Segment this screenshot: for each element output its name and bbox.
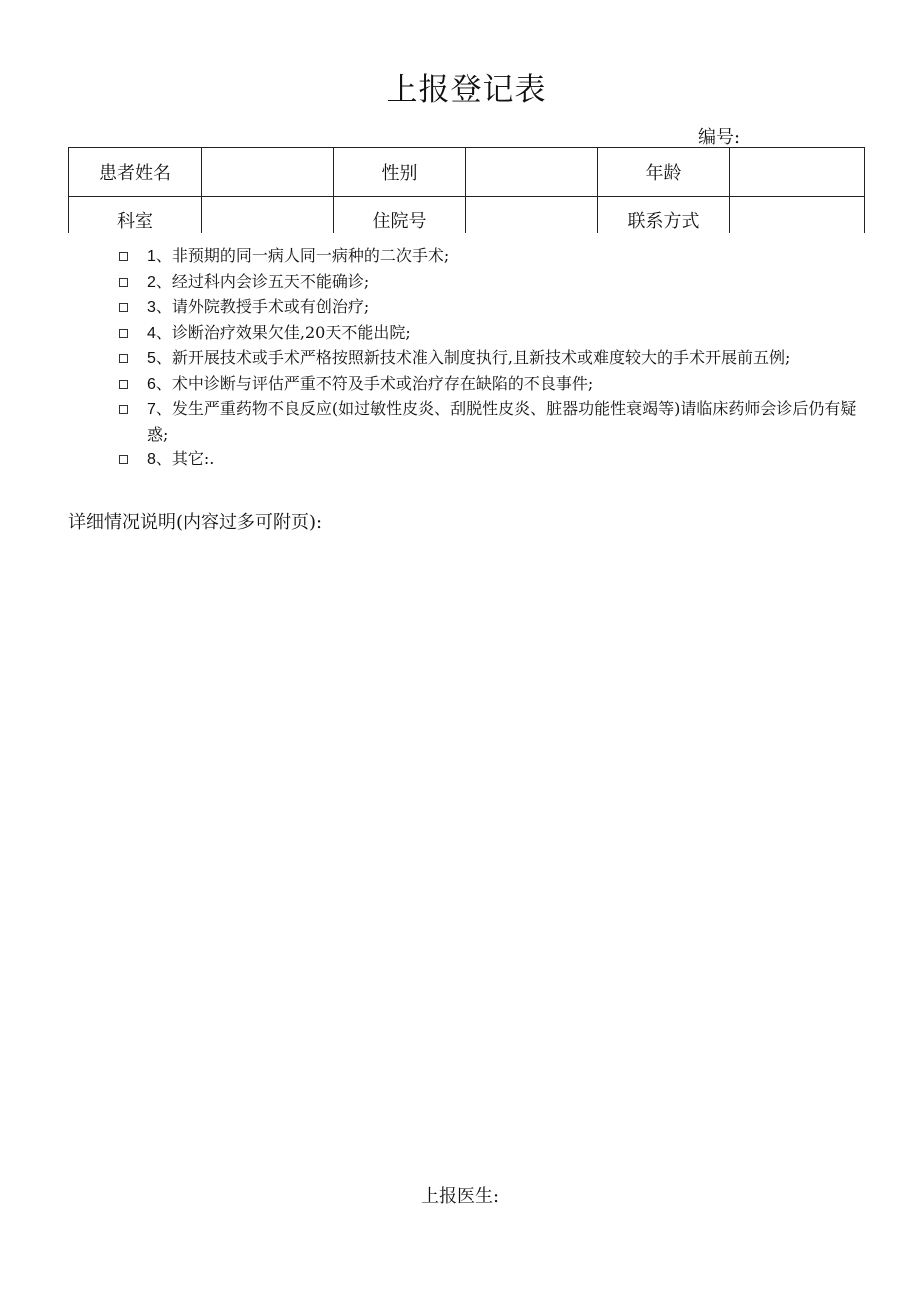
table-row — [69, 148, 865, 197]
item-number: 3 — [147, 299, 156, 316]
checkbox-6[interactable] — [119, 380, 128, 389]
list-item — [118, 447, 870, 473]
page-title: 上报登记表 — [386, 72, 547, 108]
item-number: 2 — [147, 273, 156, 291]
list-item — [118, 321, 870, 347]
checkbox-2[interactable] — [119, 278, 128, 287]
contact-field[interactable] — [730, 197, 865, 234]
checkbox-1[interactable] — [119, 252, 128, 261]
list-item — [118, 295, 870, 321]
item-text: 、新开展技术或手术严格按照新技术准入制度执行,且新技术或难度较大的手术开展前五例; — [155, 348, 791, 367]
list-item — [118, 397, 870, 447]
item-number: 1 — [147, 248, 156, 265]
gender-field[interactable] — [466, 148, 598, 197]
report-reason-checklist — [118, 244, 870, 473]
patient-info-table — [68, 147, 865, 233]
item-text: 、诊断治疗效果欠佳,20天不能出院; — [155, 322, 411, 342]
checkbox-3[interactable] — [119, 303, 128, 312]
patient-name-label: 患者姓名 — [69, 148, 202, 197]
item-number: 4 — [147, 324, 156, 342]
gender-label: 性别 — [334, 148, 466, 197]
checkbox-4[interactable] — [119, 329, 128, 338]
patient-name-field[interactable] — [202, 148, 334, 197]
reporting-doctor-label: 上报医生: — [421, 1186, 500, 1207]
checkbox-7[interactable] — [119, 405, 128, 414]
list-item — [118, 270, 870, 296]
admission-number-field[interactable] — [466, 197, 598, 234]
item-number: 8 — [147, 451, 156, 468]
contact-label: 联系方式 — [598, 197, 730, 234]
details-description-label: 详细情况说明(内容过多可附页): — [68, 512, 323, 533]
list-item — [118, 372, 870, 398]
list-item — [118, 244, 870, 270]
list-item — [118, 346, 870, 372]
age-field[interactable] — [730, 148, 865, 197]
table-row — [69, 197, 865, 234]
item-text: 、请外院教授手术或有创治疗; — [155, 297, 370, 316]
item-text: 、非预期的同一病人同一病种的二次手术; — [155, 246, 450, 265]
admission-number-label: 住院号 — [334, 197, 466, 234]
item-text: 、术中诊断与评估严重不符及手术或治疗存在缺陷的不良事件; — [155, 373, 594, 393]
item-text: 、其它:. — [155, 449, 215, 468]
item-number: 7 — [147, 401, 156, 418]
age-label: 年龄 — [598, 148, 730, 197]
serial-number-label: 编号: — [698, 127, 741, 148]
checkbox-8[interactable] — [119, 455, 128, 464]
item-text: 、经过科内会诊五天不能确诊; — [155, 271, 370, 291]
item-number: 6 — [147, 375, 156, 393]
item-number: 5 — [147, 350, 156, 367]
department-field[interactable] — [202, 197, 334, 234]
department-label: 科室 — [69, 197, 202, 234]
item-text: 、发生严重药物不良反应(如过敏性皮炎、刮脱性皮炎、脏器功能性衰竭等)请临床药师会诊后仍有疑惑; — [147, 399, 857, 444]
checkbox-5[interactable] — [119, 354, 128, 363]
